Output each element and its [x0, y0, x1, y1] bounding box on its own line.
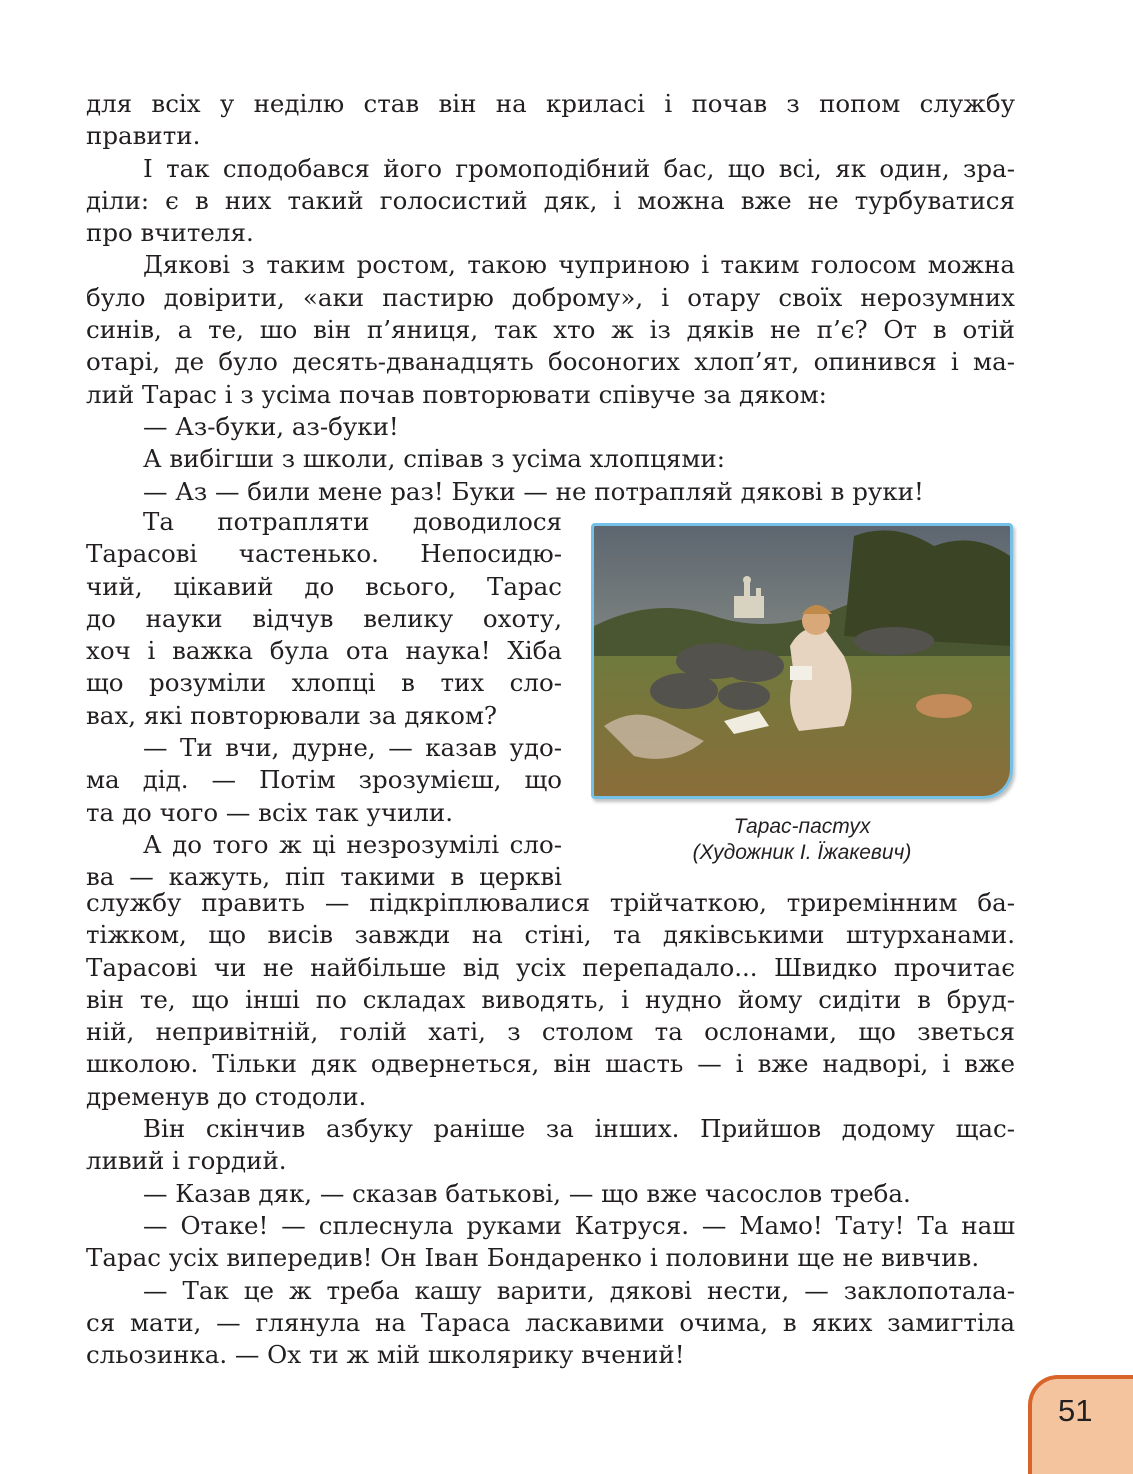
text-line: — Аз-буки, аз-буки!: [143, 411, 399, 441]
painting-taras-shepherd: [591, 523, 1013, 799]
text-line: Тарас усіх випередив! Он Іван Бондаренко і половини ще не вивчив.: [86, 1243, 980, 1273]
paragraph: [86, 1275, 1015, 1372]
text-line: — Казав дяк, — сказав батькові, — що вже часослов треба.: [143, 1178, 911, 1208]
text-line: правити.: [86, 121, 201, 151]
text-line: про вчителя.: [86, 218, 254, 248]
text-line: чий, цікавий до всього, Тарас: [86, 571, 562, 601]
paragraph: [86, 443, 1015, 475]
painting-illustration: [594, 526, 1010, 796]
caption-title: Тарас-пастух: [733, 815, 871, 838]
text-line: ма дід. — Потім зрозумієш, що: [86, 765, 562, 795]
text-block-bottom: [86, 887, 1015, 1371]
text-line: отарі, де було десять-дванадцять босоногих хлоп’ят, опинився і ма-: [86, 347, 1015, 377]
text-block-top: [86, 88, 1015, 508]
paragraph: [86, 1178, 1015, 1210]
text-line: Він скінчив азбуку раніше за інших. Прийшов додому щас-: [143, 1114, 1015, 1144]
paragraph: [86, 249, 1015, 410]
paragraph: [86, 1113, 1015, 1178]
text-line: школою. Тільки дяк одвернеться, він шасть — і вже надворі, і вже: [86, 1049, 1015, 1079]
text-line: для всіх у неділю став він на криласі і почав з попом службу: [86, 89, 1015, 118]
text-line: сльозинка. — Ох ти ж мій школярику вчений!: [86, 1340, 685, 1370]
text-line: А вибігши з школи, співав з усіма хлопцями:: [143, 444, 725, 474]
paragraph: [86, 411, 1015, 443]
text-line: тіжком, що висів завжди на стіні, та дяківськими штурханами.: [86, 920, 1015, 950]
text-line: вах, які повторювали за дяком?: [86, 700, 498, 730]
text-line: лий Тарас і з усіма почав повторювати співуче за дяком:: [86, 379, 827, 409]
paragraph: [86, 153, 1015, 250]
text-line: що розуміли хлопці в тих сло-: [86, 668, 562, 698]
text-line: — Отаке! — сплеснула руками Катруся. — Мамо! Тату! Та наш: [143, 1210, 1015, 1240]
figure-caption: [591, 814, 1013, 866]
text-line: ливий і гордий.: [86, 1146, 287, 1176]
text-line: ній, непривітній, голій хаті, з столом та ослонами, що зветься: [86, 1017, 1015, 1047]
text-line: він те, що інші по складах виводять, і нудно йому сидіти в бруд-: [86, 984, 1015, 1014]
text-line: ва — кажуть, піп такими в церкві: [86, 862, 562, 892]
paragraph: [86, 887, 1015, 1113]
text-line: синів, а те, шо він п’яниця, так хто ж із дяків не п’є? От в отій: [86, 315, 1015, 345]
text-line: А до того ж ці незрозумілі сло-: [143, 829, 562, 859]
paragraph: [86, 88, 1015, 153]
text-line: Та потрапляти доводилося: [143, 507, 562, 536]
text-line: — Ти вчи, дурне, — казав удо-: [143, 733, 562, 763]
text-line: — Аз — били мене раз! Буки — не потрапляй дякові в руки!: [143, 476, 924, 506]
text-line: було довірити, «аки пастирю доброму», і отару своїх нерозумних: [86, 282, 1015, 312]
text-line: — Так це ж треба кашу варити, дякові нести, — заклопотала-: [143, 1275, 1015, 1305]
page-number-tab: [1028, 1375, 1133, 1474]
text-line: службу править — підкріплювалися трійчаткою, триремінним ба-: [86, 888, 1015, 917]
paragraph: [86, 1210, 1015, 1275]
text-line: Тарасові частенько. Непосидю-: [86, 539, 562, 569]
text-line: та до чого — всіх так учили.: [86, 797, 454, 827]
caption-artist: (Художник І. Їжакевич): [692, 841, 912, 864]
page-number: 51: [1058, 1393, 1093, 1428]
text-line: Тарасові чи не найбільше від усіх перепадало... Швидко прочитає: [86, 952, 1015, 982]
text-line: до науки відчув велику охоту,: [86, 603, 562, 633]
text-line: діли: є в них такий голосистий дяк, і можна вже не турбуватися: [86, 185, 1015, 215]
text-line: І так сподобався його громоподібний бас, що всі, як один, зра-: [143, 153, 1015, 183]
paragraph: [86, 476, 1015, 508]
text-line: хоч і важка була ота наука! Хіба: [86, 636, 562, 666]
text-line: дременув до стодоли.: [86, 1081, 367, 1111]
text-line: Дякові з таким ростом, такою чуприною і таким голосом можна: [143, 250, 1015, 280]
text-line: ся мати, — глянула на Тараса ласкавими очима, в яких замигтіла: [86, 1307, 1015, 1337]
